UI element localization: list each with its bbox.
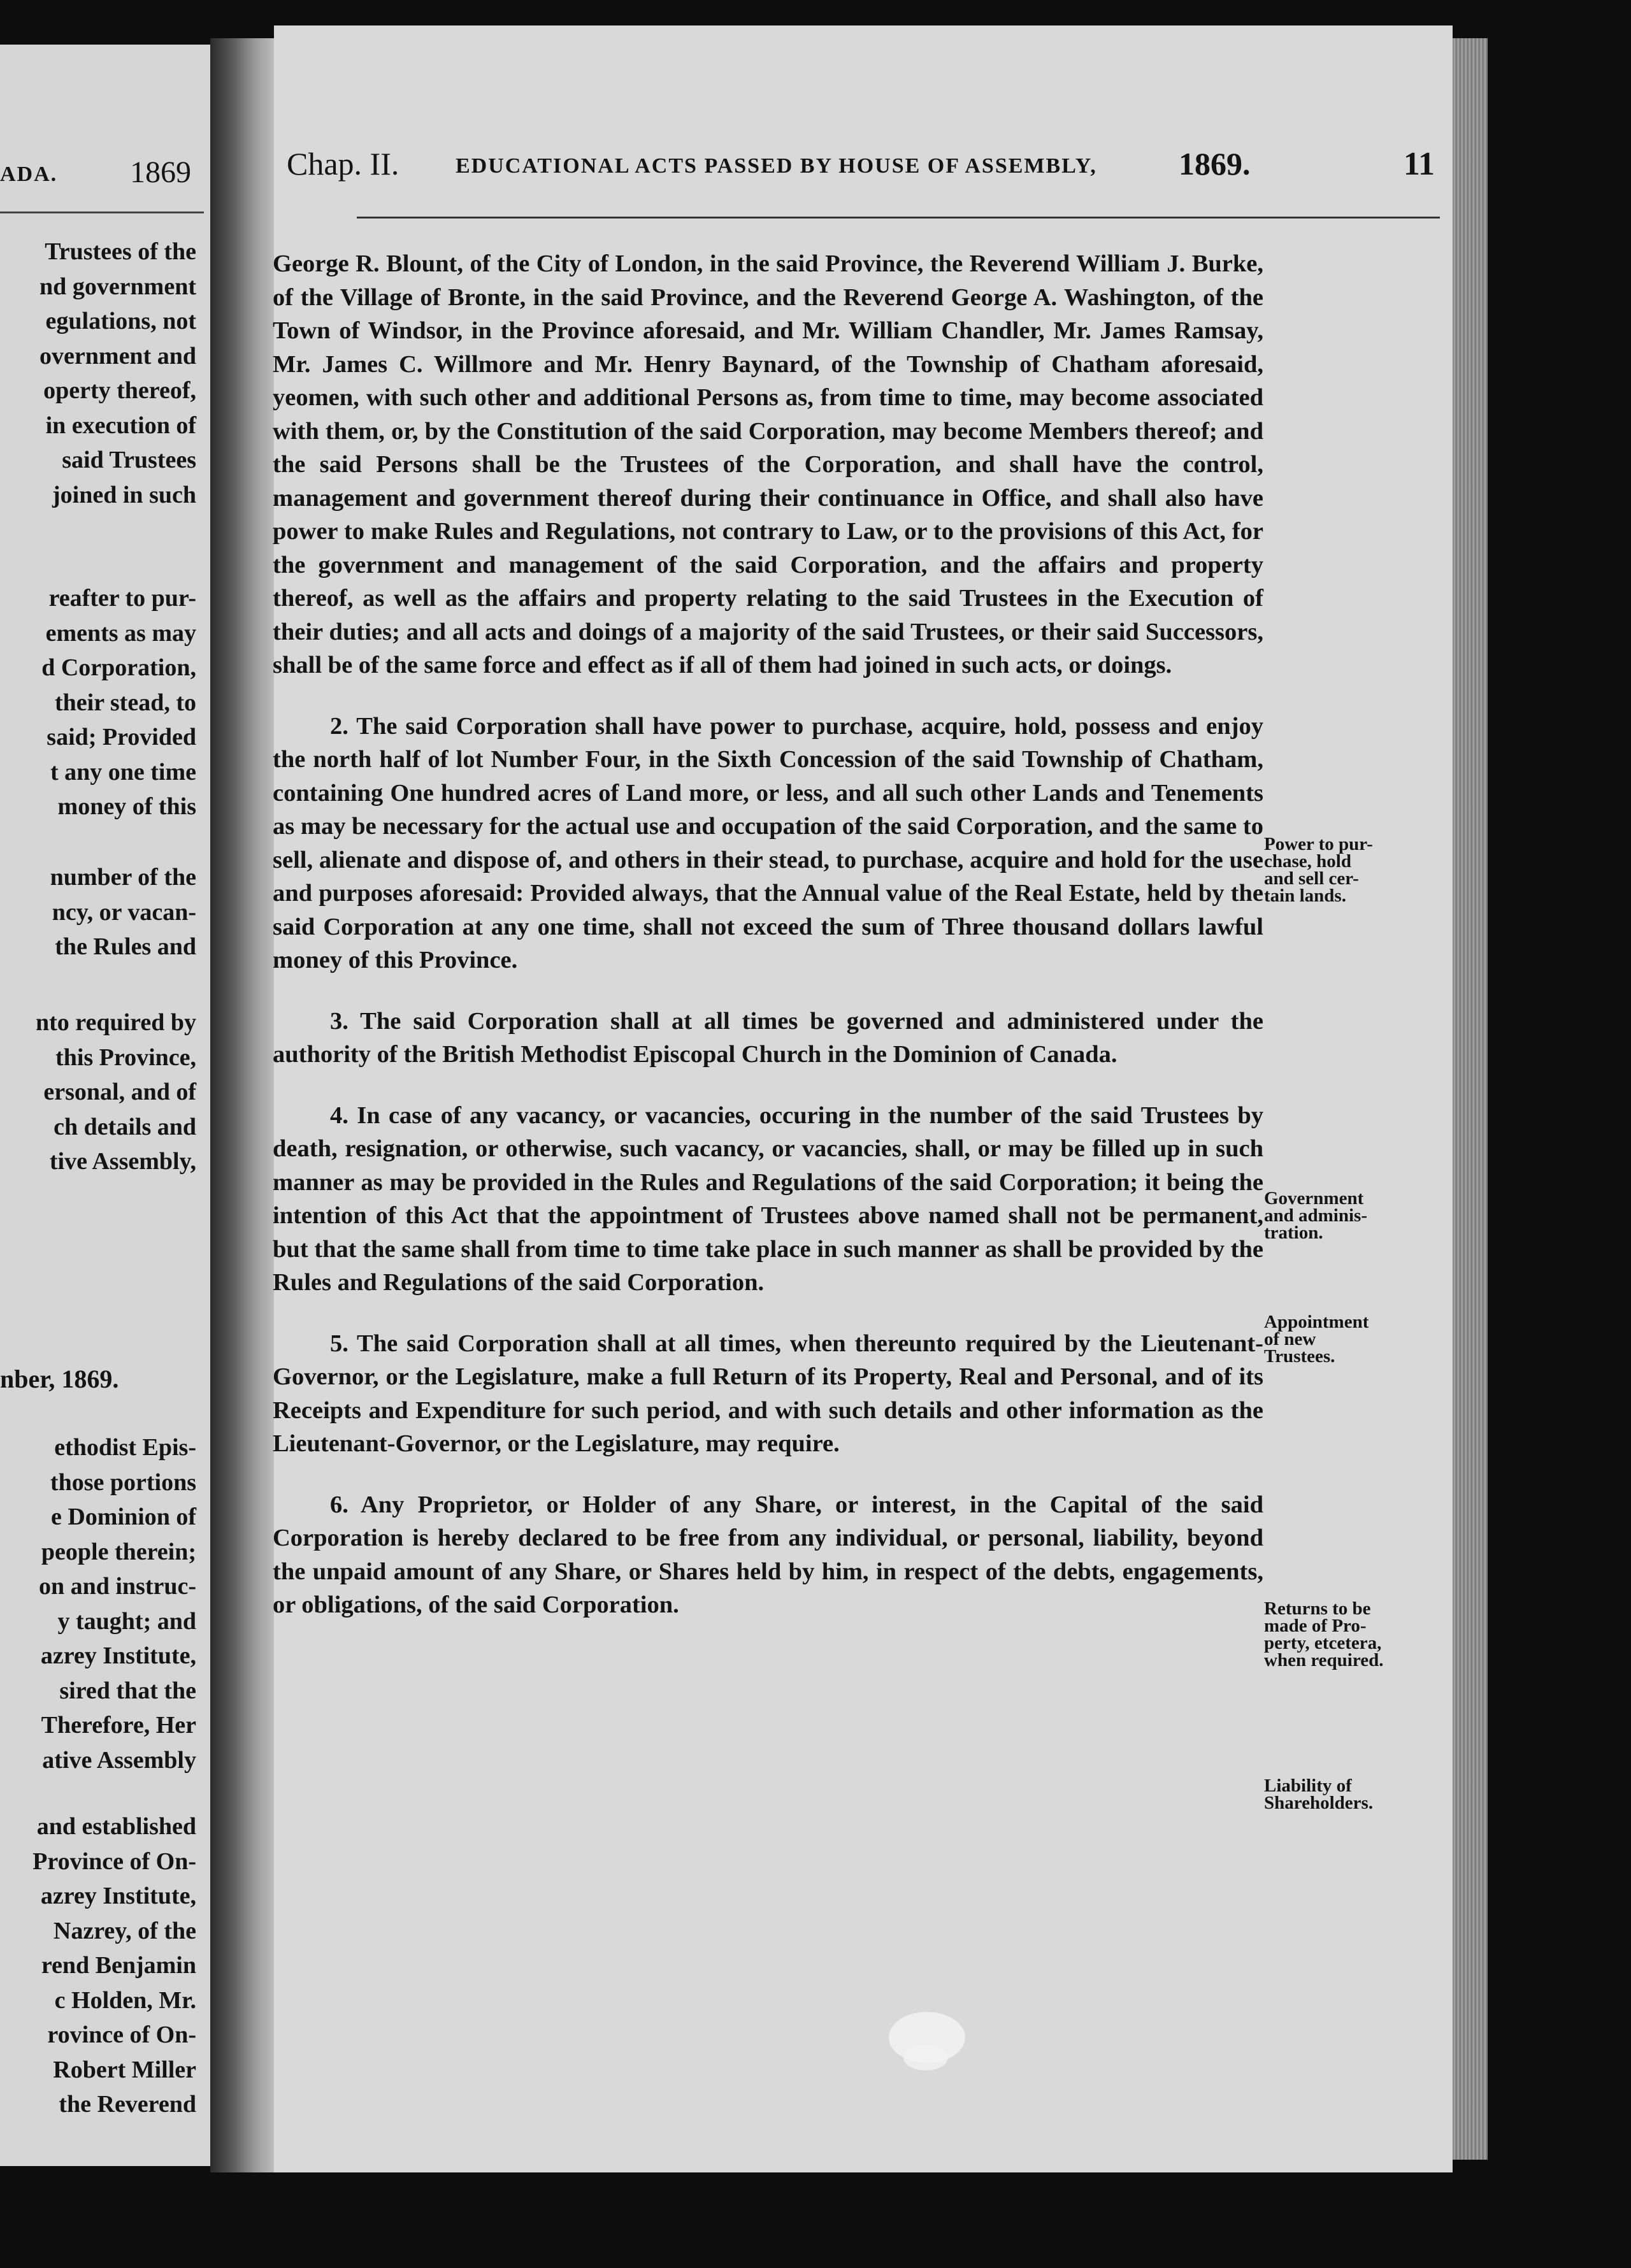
text-line: Trustees of the bbox=[45, 238, 196, 265]
text-line: their stead, to bbox=[55, 689, 196, 716]
text-line: sired that the bbox=[59, 1677, 196, 1704]
text-line: t any one time bbox=[50, 758, 196, 786]
text-line: tive Assembly, bbox=[49, 1148, 196, 1175]
text-line: azrey Institute, bbox=[40, 1642, 196, 1669]
text-line: ements as may bbox=[45, 619, 196, 647]
section-3: 3. The said Corporation shall at all times be governed and administered under the authority of the British Methodist Episcopal Church in the Dominion of Canada. bbox=[273, 1007, 1263, 1068]
facing-page-paragraph-6 bbox=[0, 1809, 196, 2122]
text-line: the Reverend bbox=[59, 2091, 196, 2118]
facing-page-paragraph-3 bbox=[0, 860, 196, 965]
text-line: this Province, bbox=[55, 1044, 196, 1071]
page-header bbox=[287, 145, 1440, 190]
text-line: nd government bbox=[40, 273, 196, 300]
text-line: said; Provided bbox=[47, 724, 196, 750]
text-line: ethodist Epis- bbox=[54, 1434, 196, 1461]
facing-page-header bbox=[0, 143, 204, 201]
text-line: in execution of bbox=[45, 412, 196, 439]
text-line: the Rules and bbox=[55, 933, 196, 960]
running-title: EDUCATIONAL ACTS PASSED BY HOUSE OF ASSEMBLY, bbox=[456, 154, 1097, 178]
page-edges bbox=[1453, 38, 1488, 2160]
text-line: y taught; and bbox=[57, 1607, 196, 1635]
text-line: reafter to pur- bbox=[48, 585, 196, 612]
text-line: money of this bbox=[57, 793, 196, 820]
header-year: 1869. bbox=[1179, 146, 1251, 182]
margin-note-appointment: Appointment of new Trustees. bbox=[1264, 1312, 1369, 1367]
section-5: 5. The said Corporation shall at all times, when thereunto required by the Lieutenant-Governor, or the Legislature, make a full Return of its Property, Real and Personal, and of its Receipts and Expenditure for such period, and with such details and other information as the Lieutenant-Governor, or the Legislature, may require. bbox=[273, 1330, 1263, 1457]
facing-page-paragraph-5 bbox=[0, 1430, 196, 1777]
margin-note-liability: Liability of Shareholders. bbox=[1264, 1776, 1374, 1813]
text-line: nto required by bbox=[36, 1009, 196, 1036]
section-6: 6. Any Proprietor, or Holder of any Share, or interest, in the Capital of the said Corporation is hereby declared to be free from any individual, or personal, liability, beyond the unpaid amount of any Share, or Shares held by him, in respect of the debts, engagements, or obligations, of the said Corporation. bbox=[273, 1491, 1263, 1618]
text-line: rend Benjamin bbox=[41, 1952, 196, 1979]
chapter-label: Chap. II. bbox=[287, 146, 399, 182]
act-text bbox=[273, 247, 1263, 1622]
facing-page-running-head: ADA. bbox=[0, 162, 58, 186]
text-line: and established bbox=[36, 1813, 196, 1840]
text-line: nber, 1869. bbox=[0, 1365, 119, 1393]
section-2: 2. The said Corporation shall have power to purchase, acquire, hold, possess and enjoy the north half of lot Number Four, in the Sixth Concession of the said Township of Chatham, containing One hundred acres of Land more, or less, and all such other Lands and Tenements as may be necessary for the actual use and occupation of the said Corporation, and the same to sell, alienate and dispose of, and others in their stead, to purchase, acquire and hold for the use and purposes aforesaid: Provided always, that the Annual value of the Real Estate, held by the said Corporation at any one time, shall not exceed the sum of Three thousand dollars lawful money of this Province. bbox=[273, 712, 1263, 973]
margin-note-government: Government and adminis- tration. bbox=[1264, 1188, 1367, 1243]
paper-stain bbox=[903, 2045, 948, 2071]
intro-paragraph: George R. Blount, of the City of London, in the said Province, the Reverend William J. Burke, of the Village of Bronte, in the said Province, and the Reverend George A. Washington, of the Town of Windsor, in the Province aforesaid, and Mr. William Chandler, Mr. James Ramsay, Mr. James C. Willmore and Mr. Henry Baynard, of the Township of Chatham aforesaid, yeomen, with such other and additional Persons as, from time to time, may become associated with them, or, by the Constitution of the said Corporation, may become Members thereof; and the said Persons shall be the Trustees of the Corporation, and shall have the control, management and government thereof during their continuance in Office, and shall also have power to make Rules and Regulations, not contrary to Law, or to the provisions of this Act, for the government and management of the said Corporation, and the affairs and property thereof, as well as the affairs and property relating to the said Trustees in the Execution of their duties; and all acts and doings of a majority of the said Trustees, or their said Successors, shall be of the same force and effect as if all of them had joined in such acts, or doings. bbox=[273, 250, 1263, 678]
section-4: 4. In case of any vacancy, or vacancies, occuring in the number of the said Trustees by death, resignation, or otherwise, such vacancy, or vacancies, shall, or may be filled up in such manner as may be provided in the Rules and Regulations of the said Corporation; it being the intention of this Act that the appointment of Trustees above named shall not be permanent, but that the same shall from time to time take place in such manner as shall be provided by the Rules and Regulations of the said Corporation. bbox=[273, 1102, 1263, 1296]
text-line: Province of On- bbox=[32, 1848, 196, 1875]
facing-page-date bbox=[0, 1362, 198, 1397]
page-number: 11 bbox=[1403, 146, 1435, 182]
header-rule bbox=[357, 217, 1440, 219]
text-line: ersonal, and of bbox=[43, 1079, 196, 1105]
text-line: rovince of On- bbox=[47, 2021, 196, 2048]
margin-note-returns: Returns to be made of Pro- perty, etcetera, when required. bbox=[1264, 1598, 1384, 1670]
text-line: ch details and bbox=[54, 1113, 196, 1140]
text-line: Nazrey, of the bbox=[53, 1917, 196, 1944]
text-line: people therein; bbox=[41, 1538, 196, 1565]
text-line: e Dominion of bbox=[51, 1504, 196, 1530]
text-line: ative Assembly bbox=[42, 1746, 196, 1774]
text-line: egulations, not bbox=[45, 308, 196, 334]
facing-page-paragraph-1 bbox=[0, 234, 196, 512]
text-line: number of the bbox=[50, 864, 196, 891]
text-line: azrey Institute, bbox=[40, 1883, 196, 1909]
book-gutter bbox=[210, 38, 274, 2172]
facing-page-year: 1869 bbox=[130, 155, 191, 189]
facing-page-rule bbox=[0, 212, 204, 213]
text-line: those portions bbox=[50, 1468, 196, 1496]
text-line: c Holden, Mr. bbox=[54, 1986, 196, 2014]
facing-page-paragraph-2 bbox=[0, 581, 196, 824]
margin-note-power-to-purchase: Power to pur- chase, hold and sell cer- tain lands. bbox=[1264, 834, 1373, 906]
facing-page bbox=[0, 45, 210, 2166]
text-line: ncy, or vacan- bbox=[52, 898, 196, 926]
text-line: Robert Miller bbox=[53, 2056, 196, 2083]
text-line: on and instruc- bbox=[38, 1573, 196, 1600]
text-line: Therefore, Her bbox=[41, 1712, 196, 1739]
facing-page-paragraph-4 bbox=[0, 1005, 196, 1179]
text-line: said Trustees bbox=[62, 447, 196, 473]
text-line: d Corporation, bbox=[41, 654, 196, 681]
text-line: operty thereof, bbox=[43, 377, 196, 404]
text-line: overnment and bbox=[40, 342, 196, 370]
text-line: joined in such bbox=[52, 481, 196, 508]
